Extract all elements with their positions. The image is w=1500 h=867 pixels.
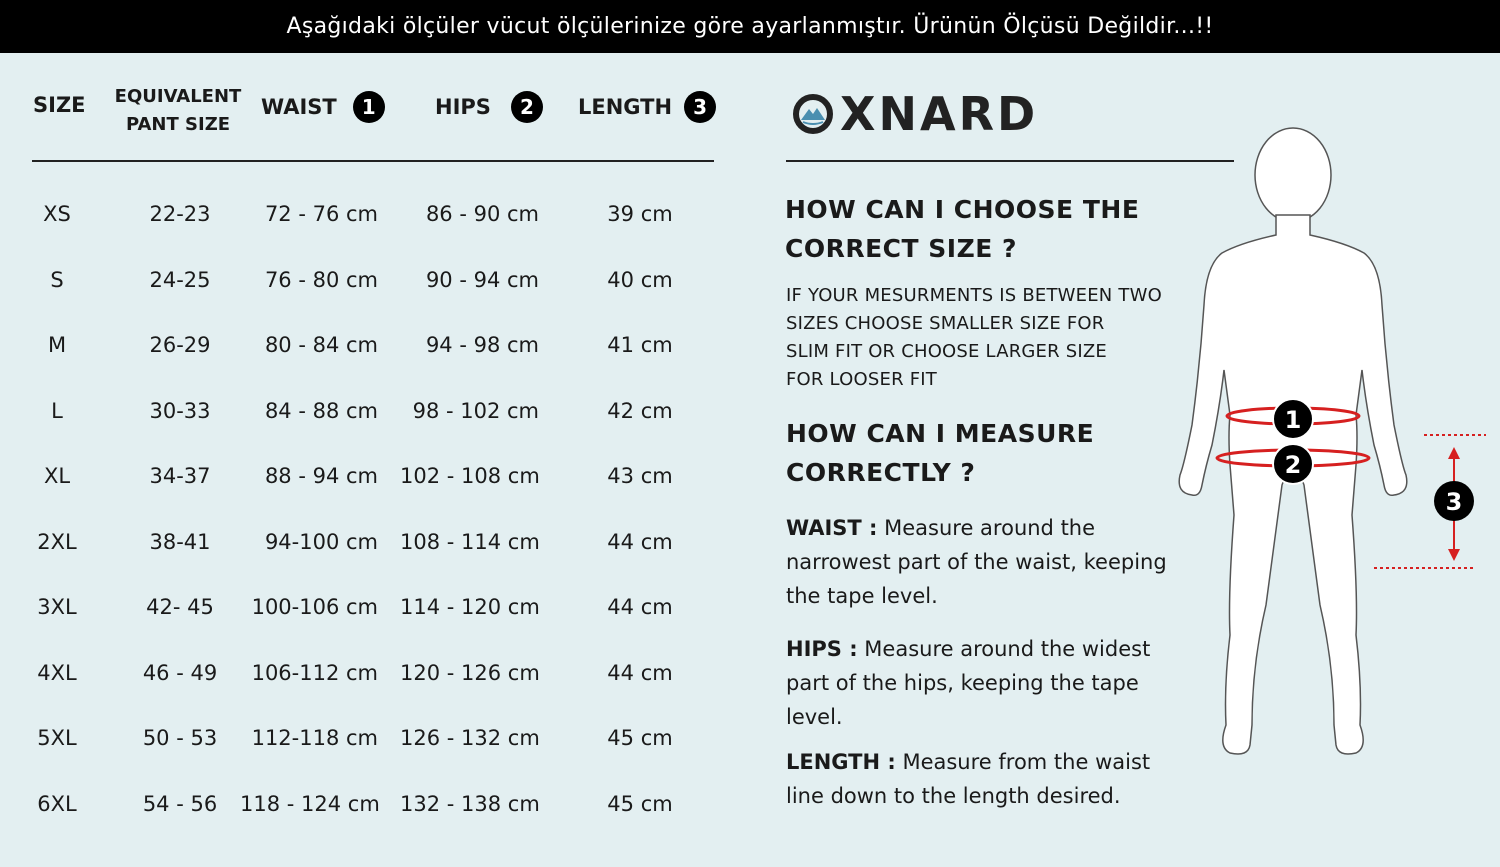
mountain-circle-icon	[792, 93, 834, 135]
length-marker-number: 3	[1445, 488, 1463, 516]
table-row	[0, 653, 740, 693]
hips-instruction-text: level.	[786, 705, 843, 729]
pant-size-cell: 42- 45	[146, 595, 214, 619]
brand-name: XNARD	[840, 87, 1039, 141]
hips-cell: 86 - 90 cm	[425, 202, 539, 226]
length-instruction-text: line down to the length desired.	[786, 784, 1121, 808]
header-equivalent-line2: PANT SIZE	[125, 114, 231, 135]
waist-instruction-text: the tape level.	[786, 584, 938, 608]
length-cell: 41 cm	[607, 333, 673, 357]
length-cell: 44 cm	[607, 660, 673, 685]
length-cell: 44 cm	[607, 595, 673, 619]
header-waist-label: WAIST	[261, 95, 337, 119]
length-cell: 39 cm	[607, 202, 673, 226]
length-instruction-label: LENGTH :	[786, 750, 896, 774]
note-line: SLIM FIT OR CHOOSE LARGER SIZE	[786, 341, 1107, 362]
waist-cell: 72 - 76 cm	[264, 202, 378, 226]
hips-instruction-label: HIPS :	[786, 637, 858, 661]
size-advice-note	[786, 282, 1162, 394]
waist-instruction	[786, 511, 1186, 613]
measure-title-line1: HOW CAN I MEASURE	[786, 419, 1095, 448]
waist-cell: 76 - 80 cm	[264, 267, 378, 292]
pant-size-cell: 24-25	[149, 267, 211, 292]
hips-cell: 120 - 126 cm	[400, 660, 540, 685]
pant-size-cell: 30-33	[149, 398, 211, 423]
length-number-badge: 3	[684, 91, 716, 123]
waist-instruction-label: WAIST :	[786, 516, 878, 540]
size-cell: L	[51, 398, 63, 423]
header-hips	[435, 91, 543, 123]
length-instruction	[786, 745, 1186, 813]
table-row	[0, 194, 740, 234]
note-line: FOR LOOSER FIT	[786, 369, 937, 390]
length-cell: 42 cm	[607, 398, 673, 423]
size-table	[0, 53, 740, 867]
waist-cell: 100-106 cm	[251, 595, 378, 619]
size-cell: XL	[43, 464, 71, 488]
waist-cell: 118 - 124 cm	[240, 791, 380, 816]
table-row	[0, 784, 740, 824]
size-cell: S	[50, 267, 64, 292]
body-silhouette	[1179, 128, 1407, 754]
table-row	[0, 325, 740, 365]
waist-cell: 94-100 cm	[264, 529, 378, 554]
hips-cell: 114 - 120 cm	[400, 595, 540, 619]
waist-cell: 84 - 88 cm	[264, 398, 378, 423]
header-hips-label: HIPS	[435, 95, 491, 119]
waist-cell: 112-118 cm	[251, 726, 378, 750]
waist-cell: 80 - 84 cm	[264, 333, 378, 357]
length-cell: 45 cm	[607, 791, 673, 816]
length-instruction-text: Measure from the waist	[895, 750, 1151, 774]
size-cell: M	[47, 333, 67, 357]
waist-instruction-text: narrowest part of the waist, keeping	[786, 550, 1167, 574]
hips-cell: 126 - 132 cm	[400, 726, 540, 750]
pant-size-cell: 54 - 56	[142, 791, 218, 816]
hips-marker-number: 2	[1284, 451, 1302, 479]
size-cell: XS	[43, 202, 71, 226]
choose-size-title	[785, 190, 1139, 268]
waist-marker-number: 1	[1284, 406, 1302, 434]
length-cell: 45 cm	[607, 726, 673, 750]
size-cell: 4XL	[37, 660, 77, 685]
announcement-banner: Aşağıdaki ölçüler vücut ölçülerinize göre ayarlanmıştır. Ürünün Ölçüsü Değildir...!!	[0, 0, 1500, 53]
hips-cell: 94 - 98 cm	[425, 333, 539, 357]
hips-instruction-text: Measure around the widest	[857, 637, 1151, 661]
header-size: SIZE	[33, 93, 86, 117]
pant-size-cell: 26-29	[149, 333, 211, 357]
length-cell: 40 cm	[607, 267, 673, 292]
size-cell: 3XL	[37, 595, 77, 619]
table-row	[0, 391, 740, 431]
pant-size-cell: 46 - 49	[142, 660, 218, 685]
waist-cell: 88 - 94 cm	[264, 464, 378, 488]
guide-divider	[786, 160, 1234, 162]
pant-size-cell: 38-41	[149, 529, 211, 554]
header-equivalent-line1: EQUIVALENT	[114, 86, 242, 107]
pant-size-cell: 22-23	[149, 202, 211, 226]
size-cell: 5XL	[37, 726, 77, 750]
pant-size-cell: 50 - 53	[142, 726, 218, 750]
choose-title-line1: HOW CAN I CHOOSE THE	[785, 195, 1140, 224]
brand-logo	[792, 87, 1038, 141]
hips-cell: 90 - 94 cm	[425, 267, 539, 292]
measure-title	[786, 414, 1094, 492]
table-row	[0, 718, 740, 758]
header-length-label: LENGTH	[578, 95, 673, 119]
hips-number-badge: 2	[511, 91, 543, 123]
measure-title-line2: CORRECTLY ?	[786, 458, 976, 487]
size-cell: 6XL	[37, 791, 77, 816]
hips-instruction	[786, 632, 1186, 734]
hips-instruction-text: part of the hips, keeping the tape	[786, 671, 1139, 695]
table-row	[0, 587, 740, 627]
pant-size-cell: 34-37	[149, 464, 211, 488]
length-arrow-down-icon	[1448, 549, 1460, 561]
table-row	[0, 522, 740, 562]
length-arrow-up-icon	[1448, 447, 1460, 459]
choose-title-line2: CORRECT SIZE ?	[785, 234, 1017, 263]
header-waist	[261, 91, 385, 123]
hips-cell: 102 - 108 cm	[400, 464, 540, 488]
note-line: IF YOUR MESURMENTS IS BETWEEN TWO	[786, 285, 1162, 306]
header-length	[578, 91, 716, 123]
note-line: SIZES CHOOSE SMALLER SIZE FOR	[786, 313, 1105, 334]
hips-cell: 108 - 114 cm	[400, 529, 540, 554]
table-row	[0, 456, 740, 496]
size-cell: 2XL	[37, 529, 77, 554]
header-equivalent	[108, 83, 248, 139]
length-cell: 43 cm	[607, 464, 673, 488]
waist-instruction-text: Measure around the	[877, 516, 1096, 540]
waist-number-badge: 1	[353, 91, 385, 123]
table-row	[0, 260, 740, 300]
table-header-divider	[32, 160, 714, 162]
body-measurement-figure	[1170, 125, 1490, 765]
hips-cell: 98 - 102 cm	[412, 398, 539, 423]
hips-cell: 132 - 138 cm	[400, 791, 540, 816]
waist-cell: 106-112 cm	[251, 660, 378, 685]
length-cell: 44 cm	[607, 529, 673, 554]
